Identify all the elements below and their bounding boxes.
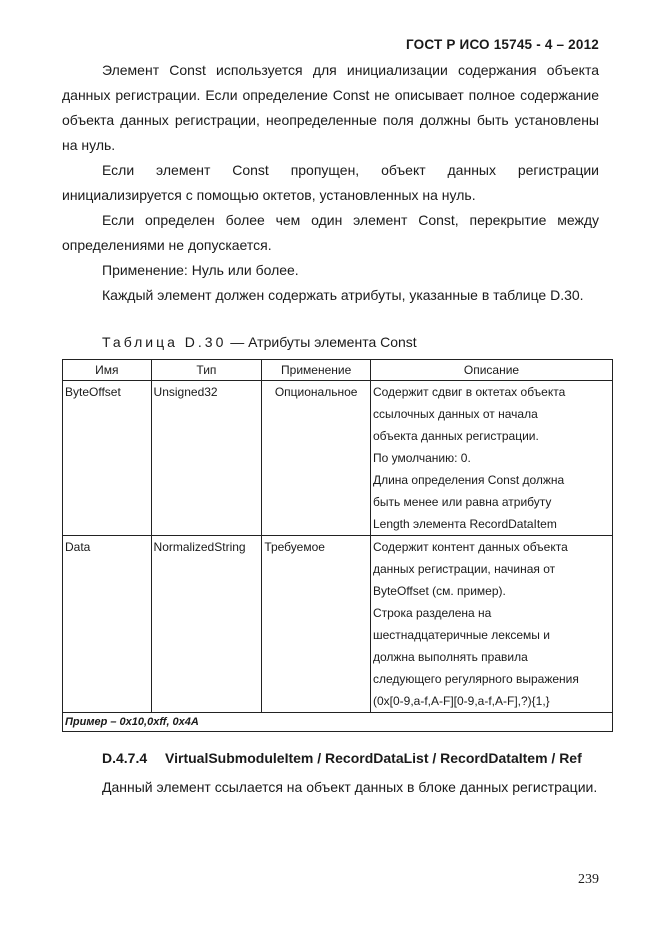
description-line: быть менее или равна атрибуту <box>372 495 552 509</box>
cell-description <box>370 536 612 713</box>
description-line: шестнадцатеричные лексемы и <box>372 628 550 642</box>
cell-usage: Опциональное <box>262 381 371 536</box>
cell-name: Data <box>63 536 152 713</box>
table-caption-text: — Атрибуты элемента Const <box>230 334 417 350</box>
paragraph-text: Если элемент Const пропущен, объект данных регистрации инициализируется с помощью октетов, установленных на нуль. <box>62 162 599 203</box>
paragraph-const-omitted <box>62 158 599 208</box>
description-line: Содержит контент данных объекта <box>372 540 568 554</box>
attributes-table <box>62 359 613 732</box>
standard-header: ГОСТ Р ИСО 15745 - 4 – 2012 <box>406 37 599 52</box>
cell-name: ByteOffset <box>63 381 152 536</box>
header-type: Тип <box>151 360 262 381</box>
example-text: Пример – 0x10,0xff, 0x4A <box>63 713 613 732</box>
description-line: (0x[0-9,a-f,A-F][0-9,a-f,A-F],?){1,} <box>372 694 550 708</box>
description-line: данных регистрации, начиная от <box>372 562 556 576</box>
description-line: должна выполнять правила <box>372 650 528 664</box>
description-line: Длина определения Const должна <box>372 473 565 487</box>
description-line: объекта данных регистрации. <box>372 429 539 443</box>
table-example-row <box>63 713 613 732</box>
paragraph-overlap <box>62 208 599 258</box>
header-name: Имя <box>63 360 152 381</box>
cell-usage: Требуемое <box>262 536 371 713</box>
description-line: следующего регулярного выражения <box>372 672 579 686</box>
cell-type: NormalizedString <box>151 536 262 713</box>
section-number: D.4.7.4 <box>102 750 148 766</box>
cell-type: Unsigned32 <box>151 381 262 536</box>
paragraph-const-init <box>62 58 599 158</box>
paragraph-usage <box>62 258 599 283</box>
description-line: Содержит сдвиг в октетах объекта <box>372 385 566 399</box>
header-usage: Применение <box>262 360 371 381</box>
paragraph-text: Если определен более чем один элемент Const, перекрытие между определениями не допускается. <box>62 212 599 253</box>
paragraph-text: Каждый элемент должен содержать атрибуты, указанные в таблице D.30. <box>102 287 584 303</box>
description-line: ссылочных данных от начала <box>372 407 538 421</box>
cell-description <box>370 381 612 536</box>
paragraph-ref <box>62 775 599 800</box>
table-row <box>63 536 613 713</box>
description-line: Строка разделена на <box>372 606 492 620</box>
paragraph-text: Применение: Нуль или более. <box>102 262 299 278</box>
paragraph-text: Элемент Const используется для инициализации содержания объекта данных регистрации. Если определение Const не описывает полное содержание объекта данных регистрации, неопределенные поля должны быть установлены на нуль. <box>62 62 599 153</box>
section-heading <box>102 750 582 766</box>
page-number: 239 <box>578 872 599 887</box>
section-title: VirtualSubmoduleItem / RecordDataList / RecordDataItem / Ref <box>165 750 582 766</box>
description-line: По умолчанию: 0. <box>372 451 471 465</box>
header-description: Описание <box>370 360 612 381</box>
paragraph-text: Данный элемент ссылается на объект данных в блоке данных регистрации. <box>102 779 598 795</box>
table-caption-label: Таблица D.30 <box>102 334 227 350</box>
description-line: Length элемента RecordDataItem <box>372 517 557 531</box>
table-row <box>63 381 613 536</box>
paragraph-attributes <box>62 283 599 308</box>
description-line: ByteOffset (см. пример). <box>372 584 506 598</box>
table-header-row <box>63 360 613 381</box>
table-caption <box>102 334 417 350</box>
